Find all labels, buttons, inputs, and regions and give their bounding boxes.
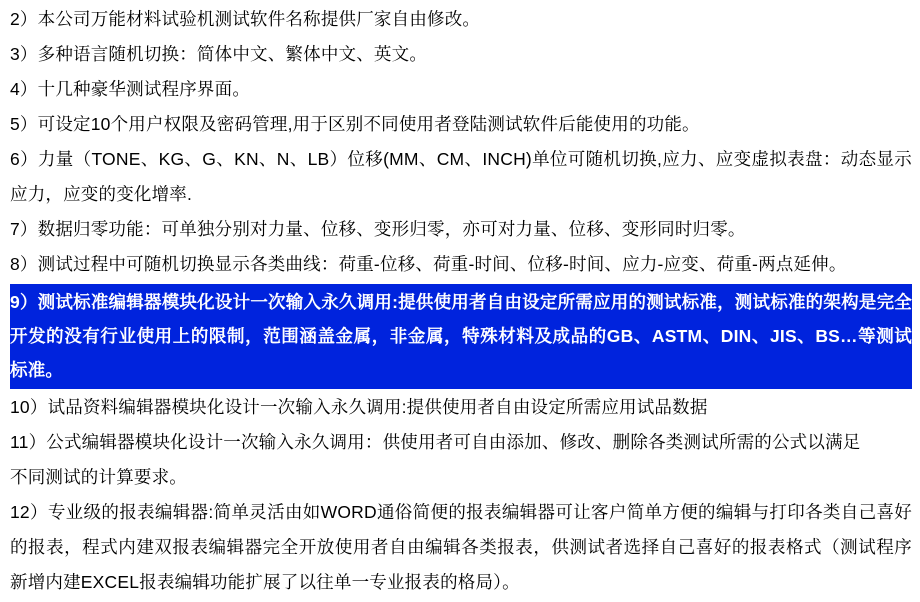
paragraph-item-8: 8）测试过程中可随机切换显示各类曲线：荷重-位移、荷重-时间、位移-时间、应力-应变、荷重-两点延伸。 bbox=[10, 254, 847, 274]
paragraph-item-7: 7）数据归零功能：可单独分别对力量、位移、变形归零，亦可对力量、位移、变形同时归零。 bbox=[10, 219, 746, 239]
paragraph-item-5: 5）可设定10个用户权限及密码管理,用于区别不同使用者登陆测试软件后能使用的功能。 bbox=[10, 114, 700, 134]
paragraph-item-6: 6）力量（TONE、KG、G、KN、N、LB）位移(MM、CM、INCH)单位可随机切换,应力、应变虚拟表盘：动态显示应力，应变的变化增率. bbox=[10, 149, 912, 204]
paragraph-item-9: 9）测试标准编辑器模块化设计一次输入永久调用:提供使用者自由设定所需应用的测试标准，测试标准的架构是完全开发的没有行业使用上的限制，范围涵盖金属，非金属，特殊材料及成品的GB、ASTM、DIN、JIS、BS…等测试标准。 bbox=[10, 292, 912, 380]
paragraph-item-11: 11）公式编辑器模块化设计一次输入永久调用：供使用者可自由添加、修改、删除各类测试所需的公式以满足 bbox=[10, 432, 861, 452]
highlighted-selection[interactable] bbox=[10, 284, 912, 389]
paragraph-item-11-continued: 不同测试的计算要求。 bbox=[10, 467, 187, 487]
paragraph-item-3: 3）多种语言随机切换：简体中文、繁体中文、英文。 bbox=[10, 44, 428, 64]
paragraph-item-2: 2）本公司万能材料试验机测试软件名称提供厂家自由修改。 bbox=[10, 9, 481, 29]
paragraph-item-10: 10）试品资料编辑器模块化设计一次输入永久调用:提供使用者自由设定所需应用试品数据 bbox=[10, 397, 708, 417]
paragraph-item-12: 12）专业级的报表编辑器:简单灵活由如WORD通俗简便的报表编辑器可让客户简单方便的编辑与打印各类自己喜好的报表，程式内建双报表编辑器完全开放使用者自由编辑各类报表，供测试者选择自己喜好的报表格式（测试程序新增内建EXCEL报表编辑功能扩展了以往单一专业报表的格局）。 bbox=[10, 502, 912, 592]
paragraph-item-4: 4）十几种豪华测试程序界面。 bbox=[10, 79, 251, 99]
